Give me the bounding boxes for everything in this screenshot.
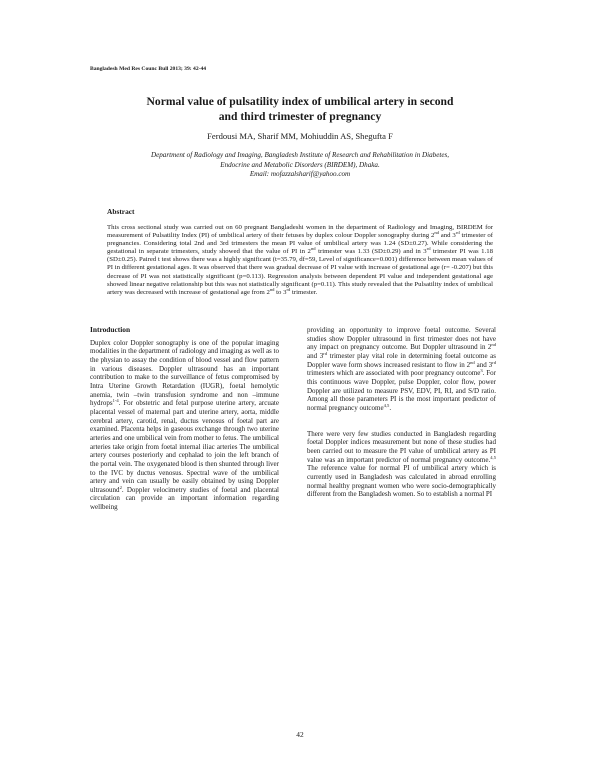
- superscript: nd: [310, 246, 316, 252]
- abstract-heading: Abstract: [107, 207, 135, 216]
- introduction-paragraph-continued: [307, 326, 496, 413]
- abstract-text-run: and 3: [438, 232, 456, 240]
- superscript: rd: [455, 230, 460, 236]
- body-text-run: trimester play vital role in determining foetal outcome as Doppler wave form shows increased resistant to flow in 2: [307, 351, 496, 369]
- abstract-text-run: trimester PI was 1.18 (SD±0.25). Paired t test shows there was a highly significant (t=35.79, df=59, Level of significance=0.001) difference between mean values of PI in different gestational ages. It was observed that there was gradual decrease of PI value with increase of gestational age (r= -0.207) but this decrease of PI was not statistically significant (p=0.113). Regression analysis between dependent PI value and independent gestational age showed linear negative relationship but this was not statistically significant (p=0.11). This study revealed that the Pulsatility index of umbilical artery was decreased with increase of gestational age from 2: [107, 248, 493, 296]
- author-list: Ferdousi MA, Sharif MM, Mohiuddin AS, Shegufta F: [207, 131, 393, 141]
- superscript: rd: [426, 246, 431, 252]
- abstract-text-run: trimester of pregnancies. Considering total 2nd and 3rd trimesters the mean PI value of umbilical artery was 1.24 (SD±0.27). While considering the gestational in separate trimesters, study showed that the value of PI in 2: [107, 232, 493, 256]
- abstract-text-run: trimester was 1.33 (SD±0.29) and in 3: [315, 248, 427, 256]
- left-column: [90, 326, 279, 512]
- superscript: nd: [434, 230, 439, 236]
- abstract-text-run: to 3: [274, 288, 287, 296]
- superscript: nd: [269, 286, 275, 292]
- citation-superscript: 4,5: [383, 402, 390, 408]
- body-text-run: . For obstetric and fetal purpose uterine artery, arcuate placental vessel of maternal part and uterine artery, aorta, middle cerebral artery, carotid, renal, ductus venosus of foetal part are examined. Placenta helps in gaseous exchange through two uterine arteries and one umbilical vein from mother to fetus. The umbilical arteries take origin from foetal internal iliac arteries The umbilical artery courses posteriorly and cephalad to join the left branch of the portal vein. The oxygenated blood is then shunted through liver to the IVC by ductus venosus. Spectral wave of the umbilical artery and vein can usually be easily obtained by using Doppler ultrasound: [90, 399, 279, 494]
- superscript: rd: [492, 359, 497, 365]
- article-title: [60, 94, 540, 124]
- citation-superscript: 2: [119, 484, 122, 490]
- body-text-run: trimesters which are associated with poor pregnancy outcome: [307, 369, 481, 378]
- title-line-2: and third trimester of pregnancy: [218, 110, 382, 123]
- right-column: [307, 326, 496, 499]
- page-number: 42: [296, 730, 304, 739]
- body-text-run: and 3: [307, 351, 324, 360]
- introduction-paragraph-2: [307, 430, 496, 499]
- affiliation-line-2: Endocrine and Metabolic Disorders (BIRDEM), Dhaka.: [220, 160, 380, 169]
- body-text-run: . Doppler velocimetry studies of foetal and placental circulation can provide an important information regarding wellbeing: [90, 485, 279, 512]
- superscript: nd: [491, 342, 496, 348]
- introduction-paragraph: [90, 339, 279, 512]
- abstract-text-run: trimester.: [290, 288, 318, 296]
- body-text-run: and 3: [474, 360, 493, 369]
- affiliation: [60, 151, 540, 180]
- superscript: nd: [470, 359, 475, 365]
- citation-superscript: 1-4: [112, 398, 119, 404]
- body-text-run: . For this continuous wave Doppler, pulse Doppler, color flow, power Doppler are utilized to measure PSV, EDV, PI, RI, and S/D ratio. Among all those parameters PI is the most important predictor of normal pregnancy outcome: [307, 369, 496, 412]
- citation-superscript: 3: [480, 368, 483, 374]
- body-text-run: Duplex color Doppler sonography is one of the popular imaging modalities in the department of radiology and imaging as well as to the physian to assay the condition of blood vessel and flow pattern in various diseases. Doppler ultrasound has an important contribution to make to the surveillance of fetus compromised by Intra Uterine Growth Retardation (IUGR), foetal hemolytic anemia, twin –twin transfusion syndrome and non –immune hydrops: [90, 338, 279, 408]
- body-text-run: The reference value for normal PI of umbilical artery which is currently used in Bangladesh was calculated in abroad enrolling normal healthy pregnant women who were socio-demographically different from the Bangladesh women. So to establish a normal PI: [307, 464, 496, 499]
- affiliation-email: Email: mofazzalsharif@yahoo.com: [249, 170, 351, 179]
- abstract-text-run: This cross sectional study was carried out on 60 pregnant Bangladeshi women in the department of Radiology and Imaging, BIRDEM for measurement of Pulsatility Index (PI) of umbilical artery of their fetuses by duplex colour Doppler sonography during 2: [107, 224, 493, 240]
- affiliation-line-1: Department of Radiology and Imaging, Bangladesh Institute of Research and Rehabilitation in Diabetes,: [150, 151, 450, 159]
- introduction-heading: Introduction: [90, 325, 131, 334]
- superscript: rd: [286, 286, 291, 292]
- body-text-run: .: [389, 403, 392, 412]
- citation-superscript: 4,5: [490, 454, 496, 460]
- title-line-1: Normal value of pulsatility index of umbilical artery in second: [146, 95, 454, 108]
- body-text-run: providing an opportunity to improve foetal outcome. Several studies show Doppler ultrasound in first trimester does not have any impact on pregnancy outcome. But Doppler ultrasound in 2: [307, 326, 496, 352]
- body-text-run: There were very few studies conducted in Bangladesh regarding foetal Doppler indices measurement but none of these studies had been carried out to measure the PI value of umbilical artery as PI value was an important predictor of normal pregnancy outcome.: [307, 429, 496, 464]
- superscript: rd: [323, 350, 328, 356]
- running-head: Bangladesh Med Res Counc Bull 2013; 39: 42-44: [90, 66, 207, 72]
- abstract-text: [107, 224, 493, 297]
